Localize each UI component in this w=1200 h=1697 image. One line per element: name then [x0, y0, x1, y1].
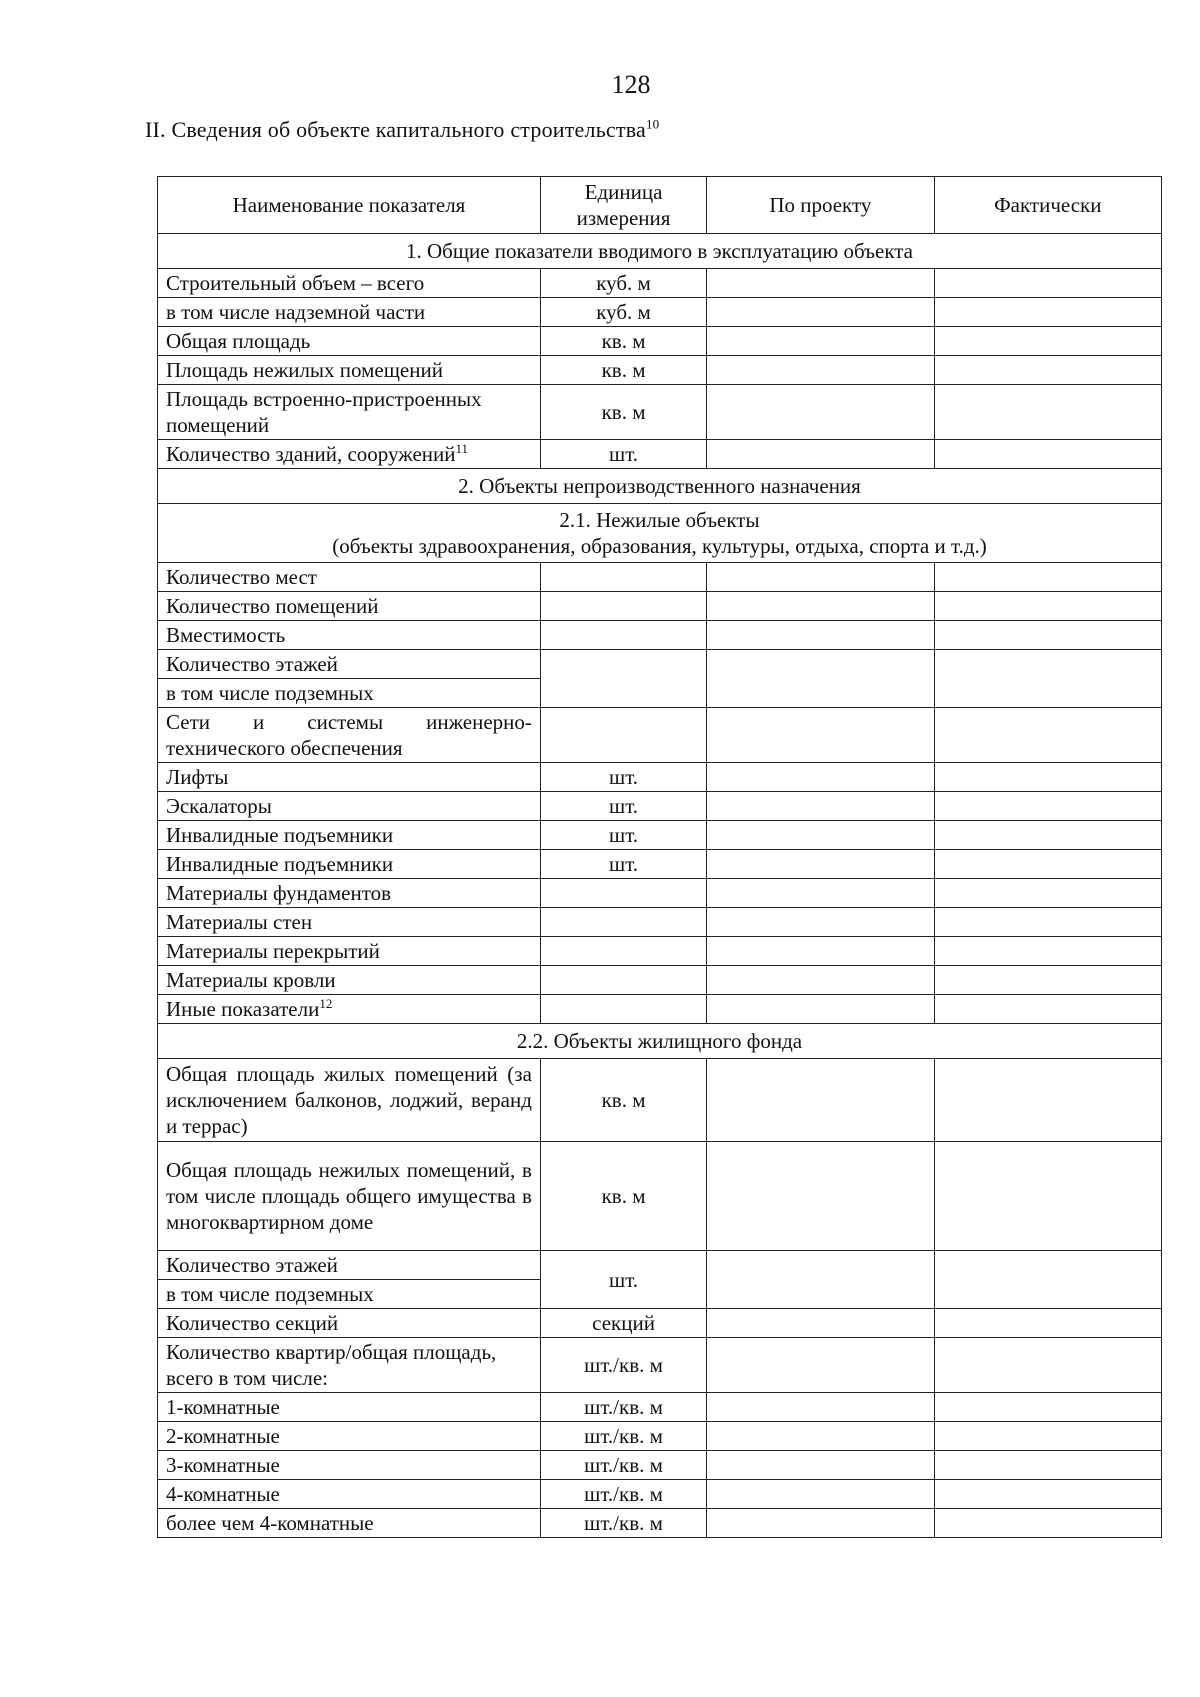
row-unit [540, 592, 706, 621]
subgroup-title: 2.1. Нежилые объекты [559, 508, 760, 532]
row-unit [540, 937, 706, 966]
row-name: Материалы фундаментов [158, 879, 541, 908]
table-row [158, 1422, 1162, 1451]
table-row [158, 1338, 1162, 1393]
planned-cell[interactable] [707, 1059, 934, 1142]
actual-cell[interactable] [934, 937, 1161, 966]
row-name: в том числе подземных [158, 1280, 541, 1309]
row-name: Количество секций [158, 1309, 541, 1338]
row-name: Сети и системы инженерно-технического обеспечения [158, 708, 541, 763]
planned-cell[interactable] [707, 850, 934, 879]
row-name: Общая площадь [158, 327, 541, 356]
actual-cell[interactable] [934, 563, 1161, 592]
row-name: Строительный объем – всего [158, 269, 541, 298]
row-name-cell [158, 440, 541, 469]
planned-cell[interactable] [707, 269, 934, 298]
section-title [145, 117, 659, 143]
actual-cell[interactable] [934, 908, 1161, 937]
planned-cell[interactable] [707, 1393, 934, 1422]
table-row [158, 1393, 1162, 1422]
row-unit: шт. [540, 792, 706, 821]
subgroup-title-housing: 2.2. Объекты жилищного фонда [158, 1024, 1162, 1059]
row-unit [540, 908, 706, 937]
row-unit: шт./кв. м [540, 1393, 706, 1422]
planned-cell[interactable] [707, 621, 934, 650]
row-name: Количество этажей [158, 650, 541, 679]
group-title-nonproduction: 2. Объекты непроизводственного назначения [158, 469, 1162, 504]
group-row [158, 504, 1162, 563]
actual-cell[interactable] [934, 298, 1161, 327]
table-row [158, 995, 1162, 1024]
row-unit [540, 966, 706, 995]
actual-cell[interactable] [934, 850, 1161, 879]
planned-cell[interactable] [707, 650, 934, 708]
header-unit: Единица измерения [540, 177, 706, 234]
row-name: Количество квартир/общая площадь, всего в том числе: [158, 1338, 541, 1393]
actual-cell[interactable] [934, 821, 1161, 850]
planned-cell[interactable] [707, 1309, 934, 1338]
row-name: Количество помещений [158, 592, 541, 621]
planned-cell[interactable] [707, 995, 934, 1024]
row-unit: кв. м [540, 327, 706, 356]
row-name: 1-комнатные [158, 1393, 541, 1422]
table-row [158, 850, 1162, 879]
row-unit: шт. [540, 763, 706, 792]
actual-cell[interactable] [934, 1422, 1161, 1451]
actual-cell[interactable] [934, 327, 1161, 356]
row-name: Общая площадь нежилых помещений, в том числе площадь общего имущества в многоквартирном доме [158, 1142, 541, 1251]
actual-cell[interactable] [934, 440, 1161, 469]
planned-cell[interactable] [707, 592, 934, 621]
row-name: Иные показатели [166, 997, 320, 1021]
actual-cell[interactable] [934, 1142, 1161, 1251]
row-unit: шт. [540, 440, 706, 469]
actual-cell[interactable] [934, 1309, 1161, 1338]
group-row [158, 1024, 1162, 1059]
table-row [158, 298, 1162, 327]
planned-cell[interactable] [707, 937, 934, 966]
row-unit: шт. [540, 1251, 706, 1309]
table-row [158, 327, 1162, 356]
actual-cell[interactable] [934, 995, 1161, 1024]
row-unit: шт./кв. м [540, 1480, 706, 1509]
row-name: Инвалидные подъемники [158, 821, 541, 850]
row-name: Материалы кровли [158, 966, 541, 995]
group-title-general: 1. Общие показатели вводимого в эксплуатацию объекта [158, 234, 1162, 269]
row-unit [540, 563, 706, 592]
row-name: Количество мест [158, 563, 541, 592]
actual-cell[interactable] [934, 792, 1161, 821]
row-unit: куб. м [540, 298, 706, 327]
row-footnote: 11 [455, 441, 469, 456]
actual-cell[interactable] [934, 269, 1161, 298]
actual-cell[interactable] [934, 356, 1161, 385]
planned-cell[interactable] [707, 1338, 934, 1393]
actual-cell[interactable] [934, 1451, 1161, 1480]
row-unit [540, 995, 706, 1024]
group-row [158, 469, 1162, 504]
actual-cell[interactable] [934, 385, 1161, 440]
planned-cell[interactable] [707, 356, 934, 385]
actual-cell[interactable] [934, 879, 1161, 908]
header-name: Наименование показателя [158, 177, 541, 234]
row-name: Инвалидные подъемники [158, 850, 541, 879]
table-row [158, 908, 1162, 937]
group-row [158, 234, 1162, 269]
table-row [158, 1251, 1162, 1280]
actual-cell[interactable] [934, 763, 1161, 792]
row-name: 2-комнатные [158, 1422, 541, 1451]
table-row [158, 966, 1162, 995]
table-row [158, 1451, 1162, 1480]
table-row [158, 269, 1162, 298]
table-row [158, 563, 1162, 592]
planned-cell[interactable] [707, 708, 934, 763]
table-row [158, 708, 1162, 763]
row-name-cell [158, 995, 541, 1024]
subgroup-subtitle: (объекты здравоохранения, образования, культуры, отдыха, спорта и т.д.) [332, 534, 987, 558]
row-name: Вместимость [158, 621, 541, 650]
row-unit: шт./кв. м [540, 1509, 706, 1538]
planned-cell[interactable] [707, 966, 934, 995]
header-planned: По проекту [707, 177, 934, 234]
row-unit: кв. м [540, 356, 706, 385]
planned-cell[interactable] [707, 1251, 934, 1309]
row-unit: шт. [540, 850, 706, 879]
planned-cell[interactable] [707, 821, 934, 850]
row-name: Площадь нежилых помещений [158, 356, 541, 385]
row-unit: шт./кв. м [540, 1451, 706, 1480]
actual-cell[interactable] [934, 1251, 1161, 1309]
table-row [158, 592, 1162, 621]
table-header-row [158, 177, 1162, 234]
row-name: Количество этажей [158, 1251, 541, 1280]
row-name: Материалы стен [158, 908, 541, 937]
actual-cell[interactable] [934, 1338, 1161, 1393]
row-unit: шт./кв. м [540, 1422, 706, 1451]
planned-cell[interactable] [707, 1142, 934, 1251]
planned-cell[interactable] [707, 298, 934, 327]
actual-cell[interactable] [934, 621, 1161, 650]
planned-cell[interactable] [707, 1480, 934, 1509]
capital-construction-table [157, 176, 1162, 1538]
row-unit: секций [540, 1309, 706, 1338]
section-title-footnote: 10 [645, 116, 660, 132]
row-name: Площадь встроенно-пристроенных помещений [158, 385, 541, 440]
planned-cell[interactable] [707, 1422, 934, 1451]
row-unit: кв. м [540, 1059, 706, 1142]
table-row [158, 650, 1162, 679]
row-name: Количество зданий, сооружений [166, 442, 456, 466]
planned-cell[interactable] [707, 908, 934, 937]
planned-cell[interactable] [707, 327, 934, 356]
planned-cell[interactable] [707, 385, 934, 440]
table-row [158, 1059, 1162, 1142]
row-unit: кв. м [540, 385, 706, 440]
planned-cell[interactable] [707, 879, 934, 908]
row-name: Материалы перекрытий [158, 937, 541, 966]
row-name: Эскалаторы [158, 792, 541, 821]
row-name: в том числе подземных [158, 679, 541, 708]
table-row [158, 356, 1162, 385]
row-unit: куб. м [540, 269, 706, 298]
planned-cell[interactable] [707, 792, 934, 821]
row-name: Лифты [158, 763, 541, 792]
table-row [158, 440, 1162, 469]
table-row [158, 621, 1162, 650]
table-row [158, 792, 1162, 821]
row-name: 4-комнатные [158, 1480, 541, 1509]
row-unit: шт./кв. м [540, 1338, 706, 1393]
row-name: Общая площадь жилых помещений (за исключением балконов, лоджий, веранд и террас) [158, 1059, 541, 1142]
table-row [158, 1509, 1162, 1538]
table-row [158, 385, 1162, 440]
header-actual: Фактически [934, 177, 1161, 234]
row-unit: шт. [540, 821, 706, 850]
table-row [158, 1309, 1162, 1338]
planned-cell[interactable] [707, 563, 934, 592]
row-name: в том числе надземной части [158, 298, 541, 327]
subgroup-title-nonresidential [158, 504, 1162, 563]
row-unit: кв. м [540, 1142, 706, 1251]
table-row [158, 763, 1162, 792]
actual-cell[interactable] [934, 708, 1161, 763]
planned-cell[interactable] [707, 440, 934, 469]
row-unit [540, 879, 706, 908]
row-footnote: 12 [319, 996, 333, 1011]
row-unit [540, 621, 706, 650]
actual-cell[interactable] [934, 1480, 1161, 1509]
row-unit [540, 650, 706, 708]
table-row [158, 1142, 1162, 1251]
table-row [158, 879, 1162, 908]
table-row [158, 937, 1162, 966]
actual-cell[interactable] [934, 650, 1161, 708]
actual-cell[interactable] [934, 1509, 1161, 1538]
section-title-text: II. Сведения об объекте капитального строительства [145, 117, 646, 142]
actual-cell[interactable] [934, 1393, 1161, 1422]
actual-cell[interactable] [934, 1059, 1161, 1142]
table-row [158, 1480, 1162, 1509]
row-name: 3-комнатные [158, 1451, 541, 1480]
row-name: более чем 4-комнатные [158, 1509, 541, 1538]
planned-cell[interactable] [707, 1509, 934, 1538]
table-row [158, 821, 1162, 850]
planned-cell[interactable] [707, 1451, 934, 1480]
actual-cell[interactable] [934, 966, 1161, 995]
page-number: 128 [611, 70, 651, 99]
planned-cell[interactable] [707, 763, 934, 792]
row-unit [540, 708, 706, 763]
actual-cell[interactable] [934, 592, 1161, 621]
